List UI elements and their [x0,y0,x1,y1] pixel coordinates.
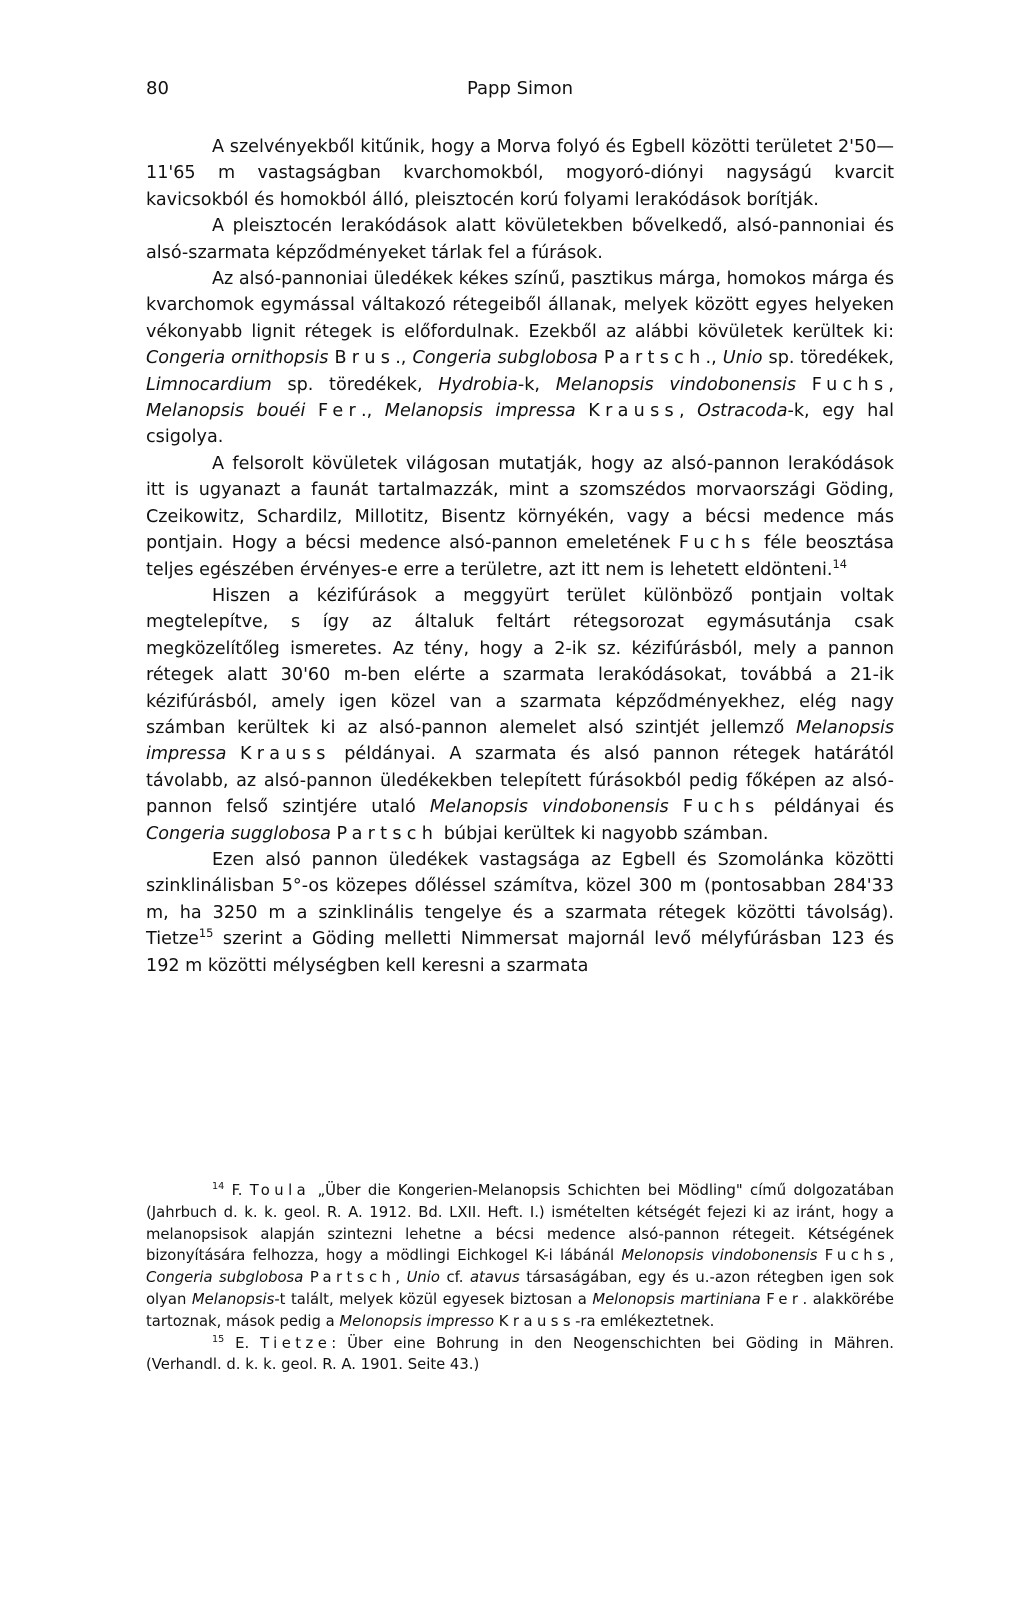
text-run: féle beosztása teljes egészében érvényes-e erre a területre, azt itt nem is lehetett eldönteni. [146,533,894,580]
taxon-name: Melanopsis [191,1290,275,1308]
text-run: Az alsó-pannoniai üledékek kékes színű, pasztikus márga, homokos márga és kvarchomok egymással váltakozó rétegeiből állanak, melyek között egyes helyeken vékonyabb lignit rétegek is előfordulnak. Ezekből az alábbi kövületek kerültek ki: [146,269,894,342]
footnote-15 [146,1333,894,1377]
paragraph [146,451,894,583]
taxon-name: Congeria ornithopsis [146,348,329,369]
text-run: sp. töredékek, [762,348,895,369]
taxon-name: Melanopsis impressa [146,717,894,765]
author-name: Fer [317,401,361,422]
text-run: , [678,401,698,422]
text-run: , [888,374,895,395]
text-run: Ezen alsó pannon üledékek vastagsága az Egbell és Szomolánka közötti szinklinálisban 5°-os közepes dőléssel számítva, közel 300 m (pontosabban 284'33 m, ha 3250 m a szinklinális tengelye és a szarmata rétegek közötti távolság). Tietze [146,849,894,950]
author-name: Fuchs [824,1247,890,1265]
author-name: Fuchs [682,797,760,818]
text-run: társaságában, egy és u.-azon rétegben igen sok olyan [146,1269,894,1308]
taxon-name: Melonopsis vindobonensis [621,1247,818,1265]
page-header [146,78,894,108]
text-run: ., [395,348,413,369]
paragraph [146,213,894,266]
taxon-name: Congeria sugglobosa [146,823,331,844]
text-run [305,401,318,421]
author-name: Tietze [260,1334,332,1352]
text-run: példányai és [759,797,895,818]
taxon-name: Congeria subglobosa [412,348,598,369]
footnote-ref: 15 [212,1333,225,1345]
author-name: Brus [334,348,396,369]
footnote-ref: 14 [212,1181,225,1193]
text-run [576,401,589,421]
footnote-ref: 15 [198,926,214,941]
taxon-name: Limnocardium [146,374,272,395]
author-name: Partsch [603,348,706,369]
text-run: -ra emlékeztetnek. [575,1312,715,1330]
text-run: , [889,1247,894,1265]
text-run: Hiszen a kézifúrások a meggyürt terület különböző pontjain voltak megtelepítve, s így az általuk feltárt rétegsorozat egymásutánja csak megközelítőleg ismeretes. Az tény, hogy a 2-ik sz. kézifúrásból, mely a pannon rétegek alatt 30'60 m-ben elérte a szarmata lerakódásokat, továbbá a 21-ik kézifúrásból, amely igen közel van a szarmata képződményekhez, elég nagy számban kerültek ki az alsó-pannon alemelet alsó szintjét jellemző [146,585,894,738]
text-run [818,1247,825,1264]
taxon-name: Melanopsis bouéi [146,401,306,422]
paragraph [146,847,894,979]
text-run: E. [224,1334,261,1352]
taxon-name: Melanopsis vindobonensis [429,797,669,818]
text-run [796,375,812,395]
author-name: Krauss [498,1312,576,1330]
paragraph [146,134,894,213]
text-run: A szelvényekből kitűnik, hogy a Morva folyó és Egbell közötti területet 2'50—11'65 m vastagságban kvarchomokból, mogyoró-diónyi nagyságú kvarcit kavicsokból és homokból álló, pleisztocén korú folyami lerakódások borítják. [146,137,894,210]
text-run: A pleisztocén lerakódások alatt kövületekben bővelkedő, alsó-pannoniai és alsó-szarmata képződményeket tárlak fel a fúrások. [146,216,894,263]
text-run: : Über eine Bohrung in den Neogenschichten bei Göding in Mähren. (Verhandl. d. k. k. geol. R. A. 1901. Seite 43.) [146,1334,894,1374]
author-name: Fer [766,1290,803,1308]
taxon-name: Hydrobia [438,374,518,395]
text-run: -k, egy hal csigolya. [146,401,894,448]
text-run: búbjai kerültek ki nagyobb számban. [438,823,769,844]
text-run: -t talált, melyek közül egyesek biztosan a [274,1290,593,1308]
text-run: „Über die Kongerien-Melanopsis Schichten bei Mödling" című dolgozatában (Jahrbuch d. k. k. geol. R. A. 1912. Bd. LXII. Heft. I.) ismételten kétségét fejezi ki az iránt, hogy a melanopsisok alapján szintezni lehetne a bécsi medence alsó-pannon rétegeit. Kétségének bizonyítására felhozza, hogy a mödlingi Eichkogel K-i lábánál [146,1182,895,1265]
text-run: ., [361,401,385,422]
text-run [669,797,683,817]
text-run: -k, [517,374,556,395]
author-name: Krauss [239,744,331,765]
author-name: Toula [249,1182,311,1199]
author-name: Partsch [309,1269,396,1287]
taxon-name: atavus [469,1269,520,1287]
taxon-name: Unio [722,348,763,369]
text-run: példányai. A szarmata és alsó pannon rétegek határától távolabb, az alsó-pannon üledékekben telepített fúrásokból pedig főképen az alsó-pannon felső szintjére utaló [146,744,894,818]
taxon-name: Congeria subglobosa [146,1269,304,1287]
taxon-name: Melonopsis martiniana [592,1290,761,1308]
taxon-name: Unio [406,1269,440,1287]
paragraph [146,583,894,847]
taxon-name: Melonopsis impresso [339,1312,495,1330]
author-name: Fuchs [678,533,756,554]
text-run: szerint a Göding melletti Nimmersat majornál levő mélyfúrásban 123 és 192 m közötti mélységben kell keresni a szarmata [146,929,894,976]
text-run [226,744,240,764]
text-run: sp. töredékek, [271,374,439,395]
paragraph [146,266,894,451]
text-run: , [395,1269,407,1287]
text-run: . alakkörébe tartoznak, mások pedig a [146,1290,894,1330]
running-title: Papp Simon [466,78,574,99]
footnote-ref: 14 [832,556,848,571]
body-text [146,134,894,979]
text-run: cf. [439,1269,470,1287]
text-run: A felsorolt kövületek világosan mutatják, hogy az alsó-pannon lerakódások itt is ugyanazt a faunát tartalmazzák, mint a szomszédos morvaországi Göding, Czeikowitz, Schardilz, Millotitz, Bisentz környékén, vagy a bécsi medence más pontjain. Hogy a bécsi medence alsó-pannon emeletének [146,453,894,554]
author-name: Krauss [588,401,679,422]
text-run: ., [705,348,723,369]
taxon-name: Melanopsis impressa [384,401,576,422]
footnotes [146,1180,894,1376]
page-number: 80 [146,78,169,99]
taxon-name: Ostracoda [697,401,788,422]
author-name: Partsch [336,823,439,844]
taxon-name: Melanopsis vindobonensis [555,374,797,395]
footnote-14 [146,1180,894,1333]
author-name: Fuchs [811,374,889,395]
text-run: F. [224,1182,250,1199]
